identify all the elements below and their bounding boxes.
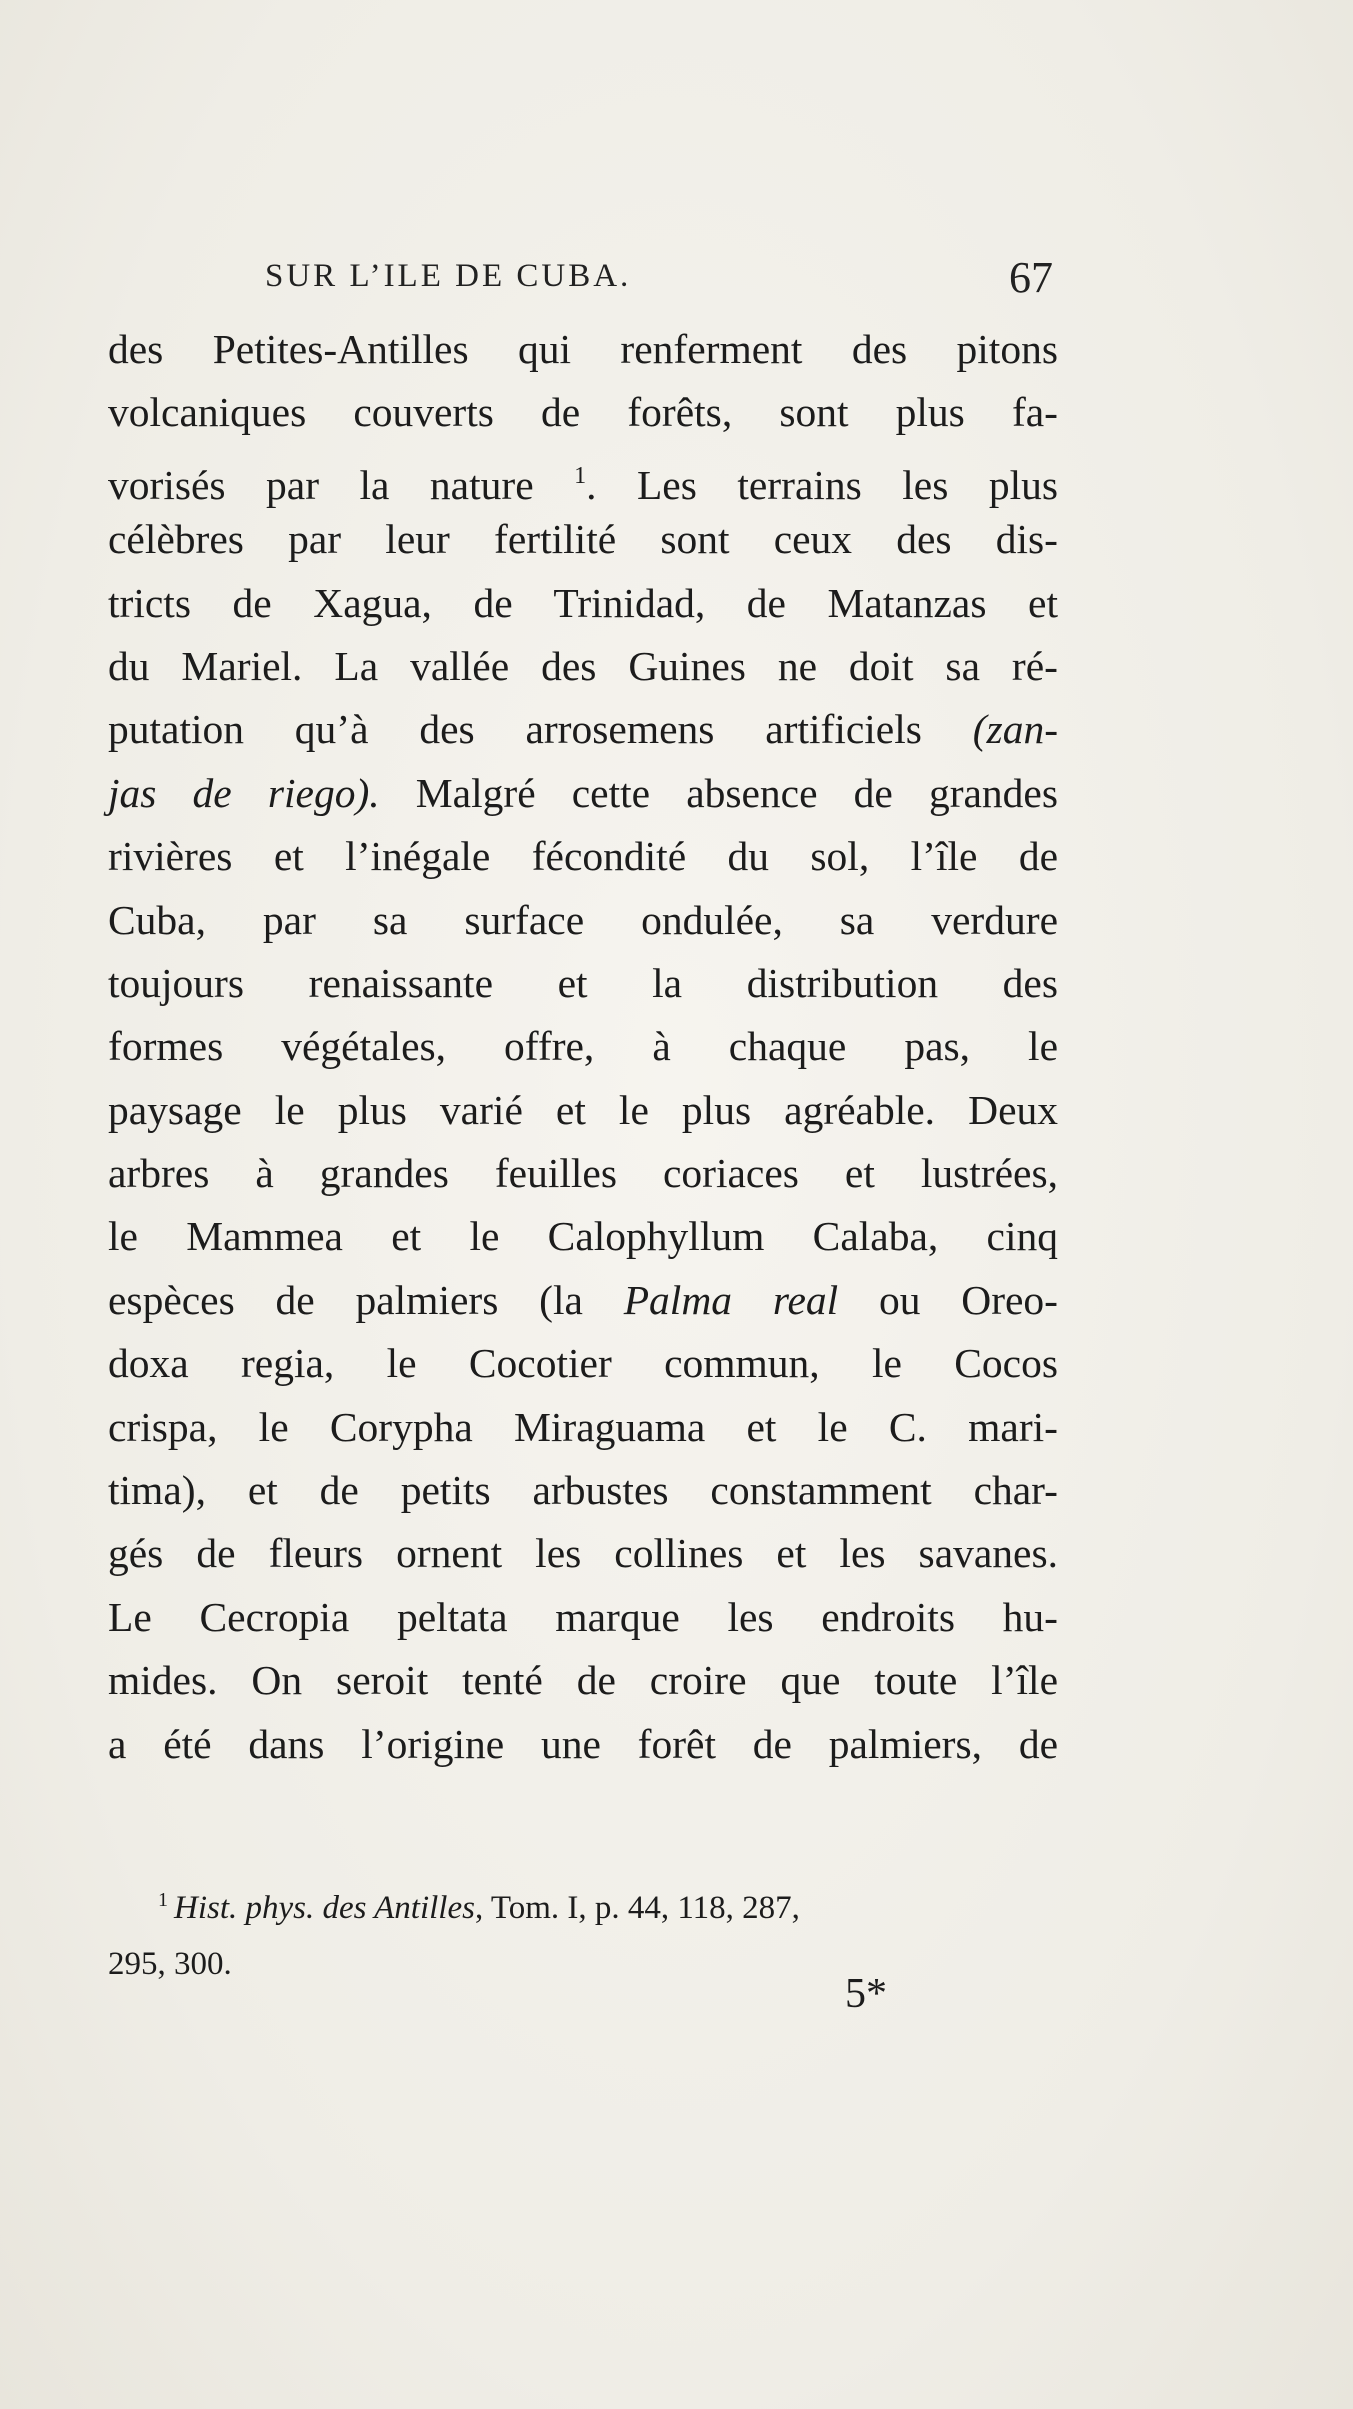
- text-line: a été dans l’origine une forêt de palmiers, de: [108, 1720, 1058, 1767]
- text-segment: vorisés par la nature: [108, 461, 534, 508]
- italic-segment: Palma real: [623, 1276, 839, 1323]
- text-line: [108, 698, 1058, 761]
- page-number: 67: [1009, 253, 1053, 302]
- text-line: arbres à grandes feuilles coriaces et lustrées,: [108, 1150, 1058, 1197]
- footnote-marker: 1: [158, 1889, 168, 1911]
- footnote-title: Hist. phys. des Antilles: [174, 1890, 475, 1926]
- text-line: [108, 762, 1058, 825]
- footnote-marker: 1: [574, 462, 587, 489]
- text-line: [108, 445, 1058, 508]
- text-line: célèbres par leur fertilité sont ceux des dis-: [108, 516, 1058, 563]
- running-title: SUR L’ILE DE CUBA.: [265, 258, 632, 294]
- text-line: du Mariel. La vallée des Guines ne doit sa ré-: [108, 642, 1058, 689]
- text-segment: Malgré cette absence de grandes: [415, 769, 1058, 816]
- signature-mark: 5*: [845, 1971, 887, 2017]
- italic-segment: (zan-: [972, 706, 1059, 753]
- text-line: toujours renaissante et la distribution des: [108, 959, 1058, 1006]
- running-head: [108, 252, 1053, 312]
- text-line: [108, 1269, 1058, 1332]
- text-line: gés de fleurs ornent les collines et les savanes.: [108, 1530, 1058, 1577]
- text-line: volcaniques couverts de forêts, sont plus fa-: [108, 389, 1058, 436]
- text-segment: putation qu’à des arrosemens artificiels: [108, 706, 922, 753]
- text-line: mides. On seroit tenté de croire que toute l’île: [108, 1657, 1058, 1704]
- text-line: des Petites-Antilles qui renferment des pitons: [108, 326, 1058, 372]
- footnote: [108, 1872, 1058, 1992]
- text-line: paysage le plus varié et le plus agréable. Deux: [108, 1086, 1058, 1133]
- text-line: tima), et de petits arbustes constamment char-: [108, 1467, 1058, 1514]
- text-line: rivières et l’inégale fécondité du sol, l’île de: [108, 833, 1058, 880]
- text-line: Cuba, par sa surface ondulée, sa verdure: [108, 896, 1058, 943]
- text-line: le Mammea et le Calophyllum Calaba, cinq: [108, 1213, 1058, 1260]
- text-segment: espèces de palmiers (la: [108, 1276, 583, 1323]
- footnote-line: [108, 1872, 1058, 1936]
- text-line: formes végétales, offre, à chaque pas, le: [108, 1023, 1058, 1070]
- footnote-line: 295, 300.: [108, 1946, 232, 1982]
- text-line: doxa regia, le Cocotier commun, le Cocos: [108, 1340, 1058, 1387]
- footnote-ref: , Tom. I, p. 44, 118, 287,: [474, 1890, 800, 1926]
- text-line: crispa, le Corypha Miraguama et le C. mari-: [108, 1403, 1058, 1450]
- italic-segment: jas de riego).: [108, 769, 380, 816]
- text-line: Le Cecropia peltata marque les endroits hu-: [108, 1593, 1058, 1640]
- text-line: tricts de Xagua, de Trinidad, de Matanzas et: [108, 579, 1058, 626]
- text-segment: . Les terrains les plus: [586, 461, 1059, 508]
- text-segment: ou Oreo-: [878, 1276, 1058, 1323]
- body-text: [108, 318, 1058, 1776]
